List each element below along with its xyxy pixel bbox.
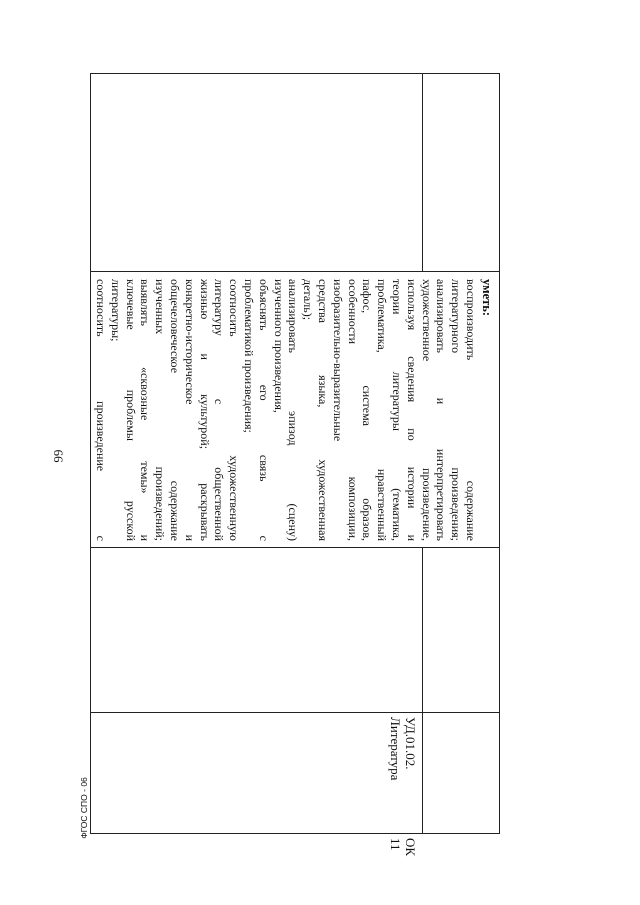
skill-line: литературного произведения;: [449, 279, 464, 541]
page-number: 66: [51, 449, 66, 463]
skill-line: соотносить художественную: [227, 279, 242, 541]
skill-line: изученного произведения,: [271, 279, 286, 413]
empty-cell: [91, 548, 423, 713]
landscape-table-area: [94, 73, 500, 857]
skill-line: ключевые проблемы русской: [123, 279, 138, 541]
empty-cell: [423, 74, 500, 272]
empty-cell: [423, 548, 500, 713]
skill-line: теории литературы (тематика,: [390, 279, 405, 541]
skill-line: объяснять его связь с: [256, 279, 271, 541]
skill-line: анализировать эпизод (сцену): [286, 279, 301, 541]
skills-cell: [91, 272, 500, 548]
skill-line: изобразительно-выразительные: [330, 279, 345, 442]
skill-line: литературу с общественной: [212, 279, 227, 541]
skill-line: проблематикой произведения;: [242, 279, 257, 433]
skill-line: используя сведения по истории и: [404, 279, 419, 541]
skill-line: деталь);: [301, 279, 316, 321]
skill-line: проблематика, нравственный: [375, 279, 390, 541]
skill-line: соотносить произведение с: [94, 279, 109, 541]
table-row: [423, 74, 500, 834]
skill-line: конкретно-историческое и: [182, 279, 197, 541]
skill-line: пафос, система образов,: [360, 279, 375, 541]
discipline-cell: УД.01.02. Литература: [91, 713, 423, 834]
skill-line: литературы;: [108, 279, 123, 342]
skill-line: общечеловеческое содержание: [168, 279, 183, 541]
skill-line: жизнью и культурой; раскрывать: [197, 279, 212, 541]
skill-line: воспроизводить содержание: [464, 279, 478, 541]
skill-line: выявлять «сквозные темы» и: [138, 279, 153, 541]
empty-cell: [91, 74, 423, 272]
skill-line: особенности композиции,: [345, 279, 360, 541]
skill-line: анализировать и интерпретировать: [434, 279, 449, 541]
competence-table: [90, 73, 500, 857]
skills-heading: уметь:: [480, 279, 494, 317]
footer-code: ФГОС СПО - 06: [79, 777, 89, 839]
skill-line: художественное произведение,: [419, 279, 434, 541]
table-row: УД.01.02. Литература ОК 11: [91, 74, 423, 834]
skill-line: изученных произведений;: [153, 279, 168, 541]
skill-line: средства языка, художественная: [316, 279, 331, 541]
empty-cell: [423, 713, 500, 834]
